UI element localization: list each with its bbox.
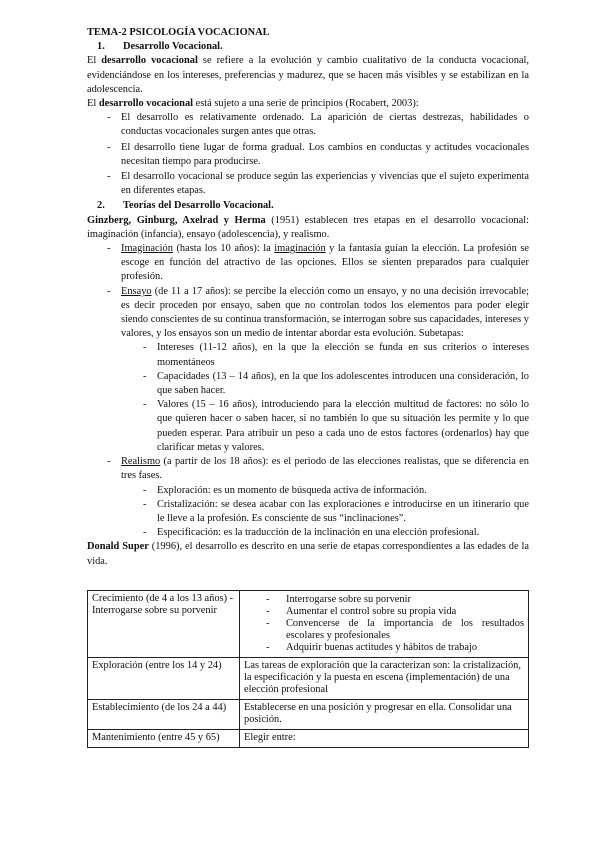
underlined-word: imaginación bbox=[274, 243, 326, 255]
stage-cell: Exploración (entre los 14 y 24) bbox=[88, 657, 240, 699]
text: El bbox=[87, 98, 99, 110]
text: se refiere a la evolución y cambio cualitativo de la conducta vocacional, evidenciándose en los intereses, preferencias y madurez, que se hacen más visibles y se estabilizan en la adolescencia. bbox=[87, 55, 529, 95]
realismo-phases-list bbox=[87, 484, 529, 541]
tasks-cell: Elegir entre: bbox=[240, 729, 529, 747]
paragraph-super bbox=[87, 540, 529, 568]
list-item: - Convencerse de la importancia de los resultados escolares y profesionales bbox=[244, 618, 524, 642]
tasks-cell: Las tareas de exploración que la caracterizan son: la cristalización, la especificación y la puesta en escena (implementación) de una elección profesional bbox=[240, 657, 529, 699]
stage-cell: Crecimiento (de 4 a los 13 años) - Interrogarse sobre su porvenir bbox=[88, 590, 240, 657]
document-title: TEMA-2 PSICOLOGÍA VOCACIONAL bbox=[87, 27, 270, 38]
text: (1951) establecen tres etapas en el desarrollo vocacional: imaginación (infancia), ensayo (adolescencia), y realismo. bbox=[87, 214, 529, 240]
stage-ensayo bbox=[87, 285, 529, 342]
section-2-heading bbox=[87, 199, 529, 213]
section-2-number: 2. bbox=[97, 200, 105, 212]
stage-cell: Establecimiento (de los 24 a 44) bbox=[88, 699, 240, 729]
tasks-cell bbox=[240, 590, 529, 657]
list-item: - Valores (15 – 16 años), introduciendo para la elección multitud de factores: no sólo lo que quieren hacer o saben hacer, si no también lo que su situación les permite y lo que pueden esperar. Para atribuir un peso a cada uno de estos factores (ordenarlos) hay que clarificar metas y valores. bbox=[87, 398, 529, 455]
tasks-cell: Establecerse en una posición y progresar en ella. Consolidar una posición. bbox=[240, 699, 529, 729]
text: (a partir de los 18 años): es el periodo de las elecciones realistas, que se diferencia en tres fases. bbox=[121, 456, 529, 482]
table-row bbox=[88, 590, 529, 657]
section-2-title: Teorías del Desarrollo Vocacional. bbox=[123, 200, 274, 212]
list-item: - Adquirir buenas actitudes y hábitos de trabajo bbox=[244, 642, 524, 654]
document-body bbox=[87, 26, 529, 748]
bold-term: desarrollo vocacional bbox=[98, 98, 194, 110]
list-item: - Exploración: es un momento de búsqueda activa de información. bbox=[87, 484, 529, 498]
tasks-list bbox=[244, 594, 524, 654]
list-item: - Cristalización: se desea acabar con las exploraciones e introducirse en un itinerario que le lleve a la profesión. Es consciente de sus “inclinaciones”. bbox=[87, 498, 529, 526]
table-row bbox=[88, 657, 529, 699]
bold-term: desarrollo vocacional bbox=[101, 55, 198, 67]
text: (hasta los 10 años): la bbox=[172, 243, 275, 255]
ensayo-substages-list bbox=[87, 341, 529, 455]
list-item: - Capacidades (13 – 14 años), en la que los adolescentes introducen una consideración, lo que saben hacer. bbox=[87, 370, 529, 398]
paragraph-ginzberg bbox=[87, 214, 529, 242]
table-row bbox=[88, 699, 529, 729]
stage-term: Imaginación bbox=[121, 243, 173, 255]
super-stages-table bbox=[87, 590, 529, 748]
bold-authors: Ginzberg, Ginburg, Axelrad y Herma bbox=[87, 214, 266, 226]
list-item: - Especificación: es la traducción de la inclinación en una elección profesional. bbox=[87, 526, 529, 540]
text: y la fantasía guían la elección. La profesión se escoge en función del atractivo de las opciones. Ellos se sienten preparados para cualquier profesión. bbox=[121, 243, 529, 283]
stage-term: Realismo bbox=[121, 456, 161, 468]
section-1-number: 1. bbox=[97, 41, 105, 53]
ginzberg-stages-list bbox=[87, 242, 529, 341]
stage-imaginacion bbox=[87, 242, 529, 285]
text: está sujeto a una serie de principios (Rocabert, 2003): bbox=[193, 98, 419, 110]
bold-author: Donald Super bbox=[87, 541, 149, 553]
list-item: - Aumentar el control sobre su propia vida bbox=[244, 606, 524, 618]
list-item: - El desarrollo vocacional se produce según las experiencias y vivencias que el sujeto experimenta en diferentes etapas. bbox=[87, 170, 529, 198]
paragraph-principles-intro bbox=[87, 97, 529, 111]
list-item: - El desarrollo tiene lugar de forma gradual. Los cambios en conductas y actitudes vocacionales necesitan tiempo para producirse. bbox=[87, 141, 529, 169]
table-row bbox=[88, 729, 529, 747]
paragraph-definition bbox=[87, 54, 529, 97]
stage-cell: Mantenimiento (entre 45 y 65) bbox=[88, 729, 240, 747]
principles-list bbox=[87, 111, 529, 198]
ginzberg-stages-list-cont bbox=[87, 455, 529, 483]
list-item: - El desarrollo es relativamente ordenado. La aparición de ciertas destrezas, habilidades o conductas vocacionales surgen antes que otras. bbox=[87, 111, 529, 139]
list-item: - Interrogarse sobre su porvenir bbox=[244, 594, 524, 606]
list-item: - Intereses (11-12 años), en la que la elección se funda en sus criterios o intereses momentáneos bbox=[87, 341, 529, 369]
text: El bbox=[87, 55, 102, 67]
stage-realismo bbox=[87, 455, 529, 483]
text: (1996), el desarrollo es descrito en una serie de etapas correspondientes a las edades de la vida. bbox=[87, 541, 530, 567]
section-1-title: Desarrollo Vocacional. bbox=[123, 41, 223, 53]
section-1-heading bbox=[87, 40, 529, 54]
text: (de 11 a 17 años): se percibe la elección como un ensayo, y no una decisión irrevocable; es decir proceden por ensayo, saben que no controlan todos los elementos para poder elegir siendo conscientes de su continua transformación, se interrogan sobre sus capacidades, intereses y valores, y los ensayos son un medio de intentar abordar esta evolución. Subetapas: bbox=[121, 285, 529, 340]
stage-term: Ensayo bbox=[121, 285, 152, 297]
